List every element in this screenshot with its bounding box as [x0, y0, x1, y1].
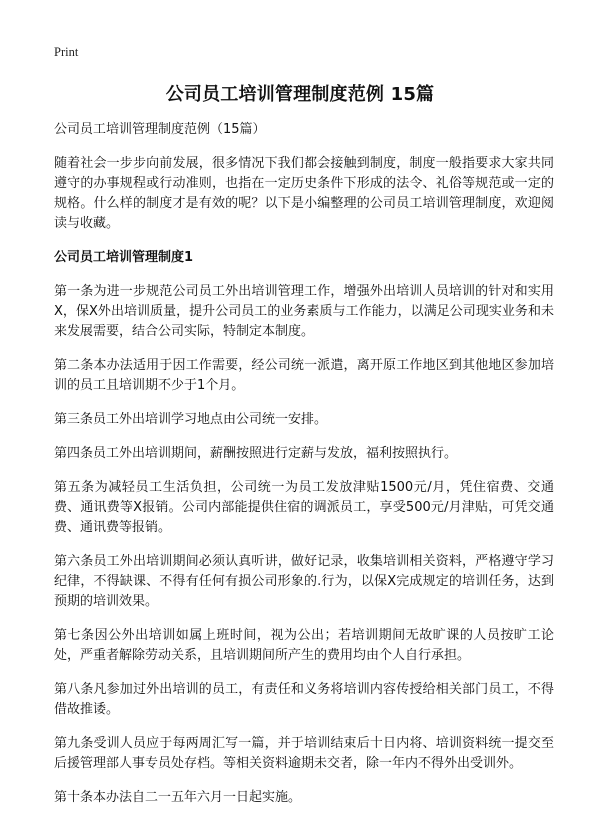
page-title: 公司员工培训管理制度范例 15篇 [165, 84, 435, 105]
article-paragraph: 第一条为进一步规范公司员工外出培训管理工作，增强外出培训人员培训的针对和实用X，保X外出培训质量，提升公司员工的业务素质与工作能力，以满足公司现实业务和未来发展需要，结合公司实际，特制定本制度。 [54, 284, 554, 339]
article-paragraph: 第二条本办法适用于因工作需要，经公司统一派遣，离开原工作地区到其他地区参加培训的员工且培训期不少于1个月。 [54, 358, 554, 393]
article-paragraph: 第七条因公外出培训如属上班时间，视为公出；若培训期间无故旷课的人员按旷工论处，严重者解除劳动关系，且培训期间所产生的费用均由个人自行承担。 [54, 628, 554, 663]
section-heading: 公司员工培训管理制度1 [54, 250, 194, 265]
article-paragraph: 第三条员工外出培训学习地点由公司统一安排。 [54, 412, 328, 427]
article-paragraph: 第四条员工外出培训期间，薪酬按照进行定薪与发放，福利按照执行。 [54, 446, 458, 461]
article-paragraph: 第八条凡参加过外出培训的员工，有责任和义务将培训内容传授给相关部门员工，不得借故推诿。 [54, 682, 554, 717]
print-link[interactable]: Print [54, 45, 79, 59]
article-paragraph: 第九条受训人员应于每两周汇写一篇，并于培训结束后十日内将、培训资料统一提交至后援管理部人事专员处存档。等相关资料逾期未交者，除一年内不得外出受训外。 [54, 736, 554, 771]
article-paragraph: 第六条员工外出培训期间必须认真听讲，做好记录，收集培训相关资料，严格遵守学习纪律，不得缺课、不得有任何有损公司形象的.行为，以保X完成规定的培训任务，达到预期的培训效果。 [54, 554, 554, 609]
document-subtitle: 公司员工培训管理制度范例（15篇） [54, 122, 266, 137]
article-paragraph: 第五条为减轻员工生活负担，公司统一为员工发放津贴1500元/月，凭住宿费、交通费、通讯费等X报销。公司内部能提供住宿的调派员工，享受500元/月津贴，可凭交通费、通讯费等报销。 [54, 480, 554, 535]
article-paragraph: 第十条本办法自二一五年六月一日起实施。 [54, 790, 302, 805]
intro-paragraph: 随着社会一步步向前发展，很多情况下我们都会接触到制度，制度一般指要求大家共同遵守的办事规程或行动准则，也指在一定历史条件下形成的法令、礼俗等规范或一定的规格。什么样的制度才是有效的呢？以下是小编整理的公司员工培训管理制度，欢迎阅读与收藏。 [54, 156, 554, 231]
article-body [54, 120, 554, 822]
